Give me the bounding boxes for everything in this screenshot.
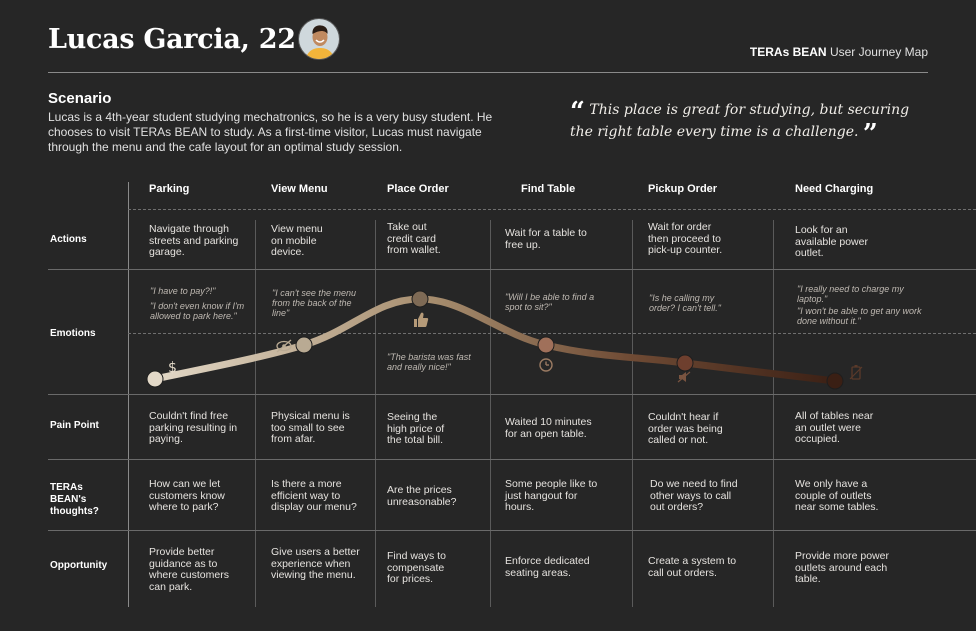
thought-place-order: Are the prices unreasonable? — [387, 484, 457, 508]
emotion-quote-need-charging: "I won't be able to get any work done without it." — [797, 306, 922, 326]
action-parking: Navigate through streets and parking garage. — [149, 223, 239, 258]
volume-mute-icon — [678, 372, 690, 382]
emotion-point-pickup-order — [677, 355, 693, 371]
row-label-opportunity: Opportunity — [50, 560, 108, 571]
brand-name: TERAs BEAN — [749, 45, 827, 59]
action-place-order: Take out credit card from wallet. — [387, 221, 441, 256]
thoughts-label-line: BEAN's — [50, 494, 87, 505]
opportunity-pickup-order: Create a system to call out orders. — [648, 555, 737, 579]
action-find-table: Wait for a table to free up. — [505, 227, 587, 251]
opportunity-place-order: Find ways to compensate for prices. — [387, 550, 446, 585]
action-pickup-order: Wait for order then proceed to pick-up counter. — [648, 221, 723, 256]
thoughts-label-line: thoughts? — [50, 506, 99, 517]
opportunity-need-charging: Provide more power outlets around each table. — [795, 550, 889, 585]
stage-parking: Parking — [149, 183, 190, 195]
emotion-quote-pickup-order: "Is he calling my order? I can't tell." — [649, 293, 721, 313]
pain-point-place-order: Seeing the high price of the total bill. — [387, 411, 445, 446]
thought-parking: How can we let customers know where to park? — [149, 478, 225, 513]
emotion-curve-line — [155, 299, 835, 381]
emotion-point-place-order — [412, 291, 428, 307]
dollar-icon: $ — [168, 360, 177, 376]
pain-point-pickup-order: Couldn't hear if order was being called or not. — [648, 411, 723, 446]
thought-find-table: Some people like to just hangout for hours. — [505, 478, 598, 513]
opportunity-find-table: Enforce dedicated seating areas. — [505, 555, 590, 579]
emotion-point-find-table — [538, 337, 554, 353]
pain-point-parking: Couldn't find free parking resulting in paying. — [149, 410, 238, 445]
thoughts-label-line: TERAs — [50, 482, 83, 493]
action-view-menu: View menu on mobile device. — [271, 223, 323, 258]
opportunity-view-menu: Give users a better experience when viewing the menu. — [271, 546, 360, 581]
map-type: User Journey Map — [829, 45, 928, 59]
stage-pickup-order: Pickup Order — [648, 183, 718, 195]
thumbs-up-icon — [414, 313, 428, 327]
close-quote-mark: ” — [862, 119, 878, 149]
emotion-point-need-charging — [827, 373, 843, 389]
stage-view-menu: View Menu — [271, 183, 328, 195]
quote-text: This place is great for studying, but securing the right table every time is a challenge. — [570, 102, 910, 140]
scenario-heading: Scenario — [48, 90, 112, 107]
opportunity-parking: Provide better guidance as to where customers can park. — [149, 546, 229, 593]
pain-point-find-table: Waited 10 minutes for an open table. — [505, 416, 592, 440]
emotion-quote-parking: "I don't even know if I'm allowed to park here." — [150, 301, 245, 321]
emotion-quote-need-charging: "I really need to charge my laptop." — [797, 284, 904, 304]
open-quote-mark: “ — [570, 97, 585, 127]
pain-point-view-menu: Physical menu is too small to see from afar. — [271, 410, 350, 445]
stage-need-charging: Need Charging — [795, 183, 874, 195]
stage-place-order: Place Order — [387, 183, 449, 195]
emotion-quote-parking: "I have to pay?!" — [150, 286, 216, 296]
thought-need-charging: We only have a couple of outlets near some tables. — [795, 478, 879, 513]
thought-pickup-order: Do we need to find other ways to call out orders? — [650, 478, 738, 513]
emotion-point-view-menu — [296, 337, 312, 353]
row-label-emotions: Emotions — [50, 328, 96, 339]
stage-find-table: Find Table — [521, 183, 576, 195]
battery-low-icon — [850, 365, 862, 379]
emotion-quote-place-order: "The barista was fast and really nice!" — [387, 352, 471, 372]
emotion-point-parking — [147, 371, 163, 387]
pain-point-need-charging: All of tables near an outlet were occupied. — [795, 410, 874, 445]
action-need-charging: Look for an available power outlet. — [795, 224, 868, 259]
emotion-quote-view-menu: "I can't see the menu from the back of the line" — [272, 288, 356, 318]
row-label-actions: Actions — [50, 234, 87, 245]
emotion-quote-find-table: "Will I be able to find a spot to sit?" — [505, 292, 595, 312]
row-label-pain-point: Pain Point — [50, 420, 99, 431]
thought-view-menu: Is there a more efficient way to display our menu? — [271, 478, 357, 513]
clock-icon — [540, 359, 552, 371]
scenario-text: Lucas is a 4th-year student studying mechatronics, so he is a very busy student. He chooses to visit TERAs BEAN to study. As a first-time visitor, Lucas must navigate through the menu and the cafe layout for an optimal study session. — [48, 110, 493, 154]
persona-title: Lucas Garcia, 22 — [48, 24, 296, 55]
